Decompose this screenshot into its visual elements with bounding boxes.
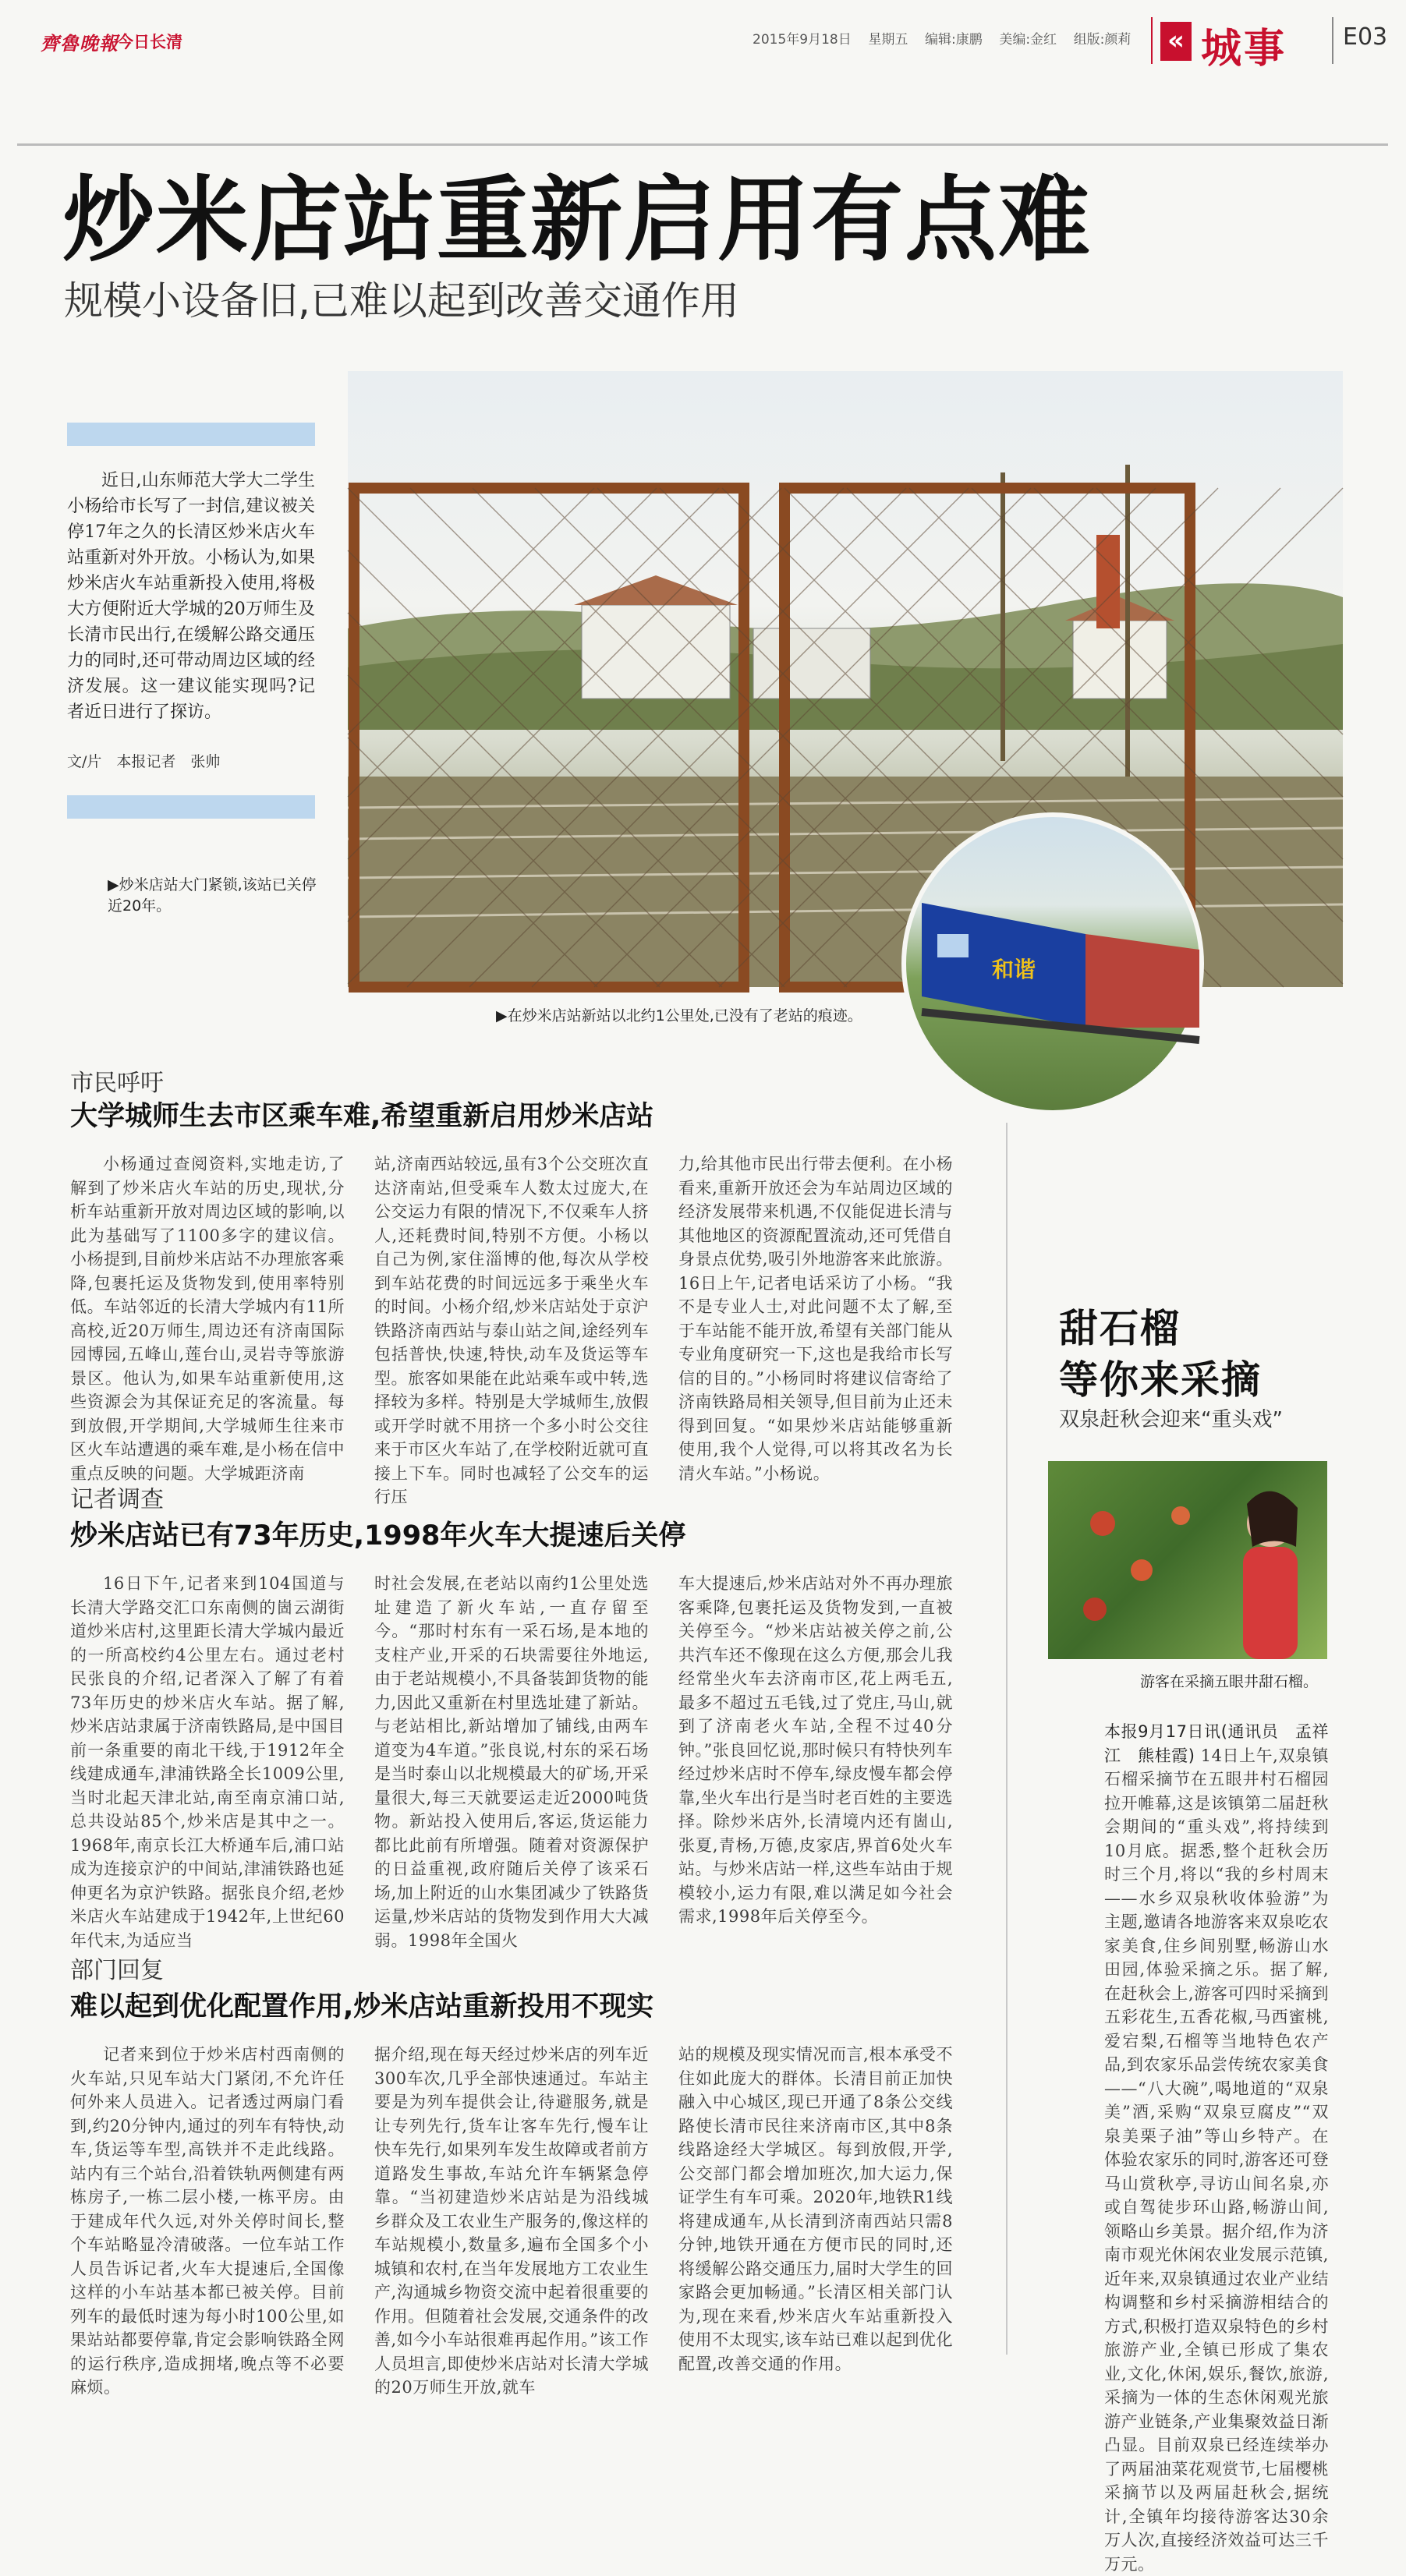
section-1-col-3: 力,给其他市民出行带去便利。在小杨看来,重新开放还会为车站周边区域的经济发展带来机遇,不仅能促进长清与其他地区的资源配置流动,还可凭借自身景点优势,吸引外地游客来此旅游。16日上午,记者电话采访了小杨。“我不是专业人士,对此问题不太了解,至于车站能不能开放,希望有关部门能从专业角度研究一下,这也是我给市长写信的目的。”小杨同时将建议信寄给了济南铁路局相关领导,但目前为止还未得到回复。“如果炒米店站能够重新使用,我个人觉得,可以将其改名为长清火车站。”小杨说。 (678, 1155, 953, 1483)
section-title-reply: 难以起到优化配置作用,炒米店站重新投用不现实 (70, 1991, 654, 2022)
section-label-investigation: 记者调查 (70, 1486, 164, 1513)
sidebar-article (1104, 1720, 1329, 2574)
section-label-reply: 部门回复 (70, 1957, 164, 1984)
section-1-col-1: 小杨通过查阅资料,实地走访,了解到了炒米店火车站的历史,现状,分析车站重新开放对周边区域的影响,以此为基础写了1100多字的建议信。小杨提到,目前炒米店站不办理旅客乘降,包裹托运及货物发到,使用率特别低。车站邻近的长清大学城内有11所高校,近20万师生,周边还有济南国际园博园,五峰山,莲台山,灵岩寺等旅游景区。他认为,如果车站重新使用,这些资源会为其保证充足的客流量。每到放假,开学期间,大学城师生往来市区火车站遭遇的乘车难,是小杨在信中重点反映的问题。大学城距济南 (70, 1155, 345, 1483)
section-3-col-3: 站的规模及现实情况而言,根本承受不住如此庞大的群体。长清目前正加快融入中心城区,现已开通了8条公交线路使长清市民往来济南市区,其中8条线路途经大学城区。每到放假,开学,公交部门都会增加班次,加大运力,保证学生有车可乘。2020年,地铁R1线将建成通车,从长清到济南西站只需8分钟,地铁开通在方便市民的同时,还将缓解公路交通压力,届时大学生的回家路会更加畅通。”长清区相关部门认为,现在来看,炒米店火车站重新投入使用不太现实,该车站已难以起到优化配置,改善交通的作用。 (678, 2045, 953, 2373)
section-2-col-2: 时社会发展,在老站以南约1公里处选址建造了新火车站,一直存留至今。“那时村东有一采石场,是本地的支柱产业,开采的石块需要往外地运,由于老站规模小,不具备装卸货物的能力,因此又重新在村里选址建了新站。与老站相比,新站增加了铺线,由两车道变为4车道。”张良说,村东的采石场是当时泰山以北规模最大的矿场,开采量很大,每三天就要运走近2000吨货物。新站投入使用后,客运,货运能力都比此前有所增强。随着对资源保护的日益重视,政府随后关停了该采石场,加上附近的山水集团减少了铁路货运量,炒米店站的货物发到作用大大减弱。1998年全国火 (374, 1574, 649, 1950)
train-inset-photo (901, 812, 1204, 1115)
channel-title: 城事 (1201, 26, 1287, 73)
masthead (0, 0, 1406, 78)
masthead-divider-left (1151, 17, 1153, 64)
caption-arrow-icon: ▶ (108, 876, 119, 893)
sidebar-divider (1006, 1123, 1008, 2355)
pomegranate-photo-caption: 游客在采摘五眼井甜石榴。 (1140, 1673, 1319, 1690)
train-caption-text: 在炒米店站新站以北约1公里处,已没有了老站的痕迹。 (507, 1007, 862, 1024)
section-label-appeal: 市民呼吁 (70, 1070, 164, 1097)
lead-bar-bottom (67, 795, 315, 819)
masthead-info (753, 28, 1131, 48)
train-sign: 和谐 (992, 957, 1036, 982)
section-2-col-3: 车大提速后,炒米店站对外不再办理旅客乘降,包裹托运及货物发到,一直被关停至今。“炒米店站被关停之前,公共汽车还不像现在这么方便,那会儿我经常坐火车去济南市区,花上两毛五,最多不超过五毛钱,过了党庄,马山,就到了济南老火车站,全程不过40分钟。”张良回忆说,那时候只有特快列车经过炒米店时不停车,绿皮慢车都会停靠,坐火车出行是当时老百姓的主要选择。除炒米店外,长清境内还有崮山,张夏,青杨,万德,皮家店,界首6处火车站。与炒米店站一样,这些车站由于规模较小,运力有限,难以满足如今社会需求,1998年后关停至今。 (678, 1574, 953, 1926)
train-illustration (906, 817, 1199, 1110)
lead-text: 近日,山东师范大学大二学生小杨给市长写了一封信,建议被关停17年之久的长清区炒米店火车站重新对外开放。小杨认为,如果炒米店火车站重新投入使用,将极大方便附近大学城的20万师生及长清市民出行,在缓解公路交通压力的同时,还可带动周边区域的经济发展。这一建议能实现吗?记者近日进行了探访。 (67, 471, 315, 722)
sidebar-title-line2: 等你来采摘 (1059, 1357, 1262, 1403)
issue-weekday: 星期五 (868, 32, 908, 48)
editor-credit: 编辑:康鹏 (924, 32, 983, 48)
masthead-logo: 齊魯晚報 (41, 32, 119, 55)
section-2-col-1: 16日下午,记者来到104国道与长清大学路交汇口东南侧的崮云湖街道炒米店村,这里距长清大学城内最近的一所高校约4公里左右。通过老村民张良的介绍,记者深入了解了有着73年历史的炒米店火车站。据了解,炒米店站隶属于济南铁路局,是中国目前一条重要的南北干线,于1912年全线建成通车,津浦铁路全长1009公里,当时北起天津北站,南至南京浦口站,总共设站85个,炒米店是其中之一。1968年,南京长江大桥通车后,浦口站成为连接京沪的中间站,津浦铁路也延伸更名为京沪铁路。据张良介绍,老炒米店火车站建成于1942年,上世纪60年代末,为适应当 (70, 1574, 345, 1950)
art-editor-credit: 美编:金红 (999, 32, 1057, 48)
masthead-rule (17, 143, 1388, 146)
section-1-col-2: 站,济南西站较远,虽有3个公交班次直达济南站,但受乘车人数太过庞大,在公交运力有限的情况下,不仅乘车人挤人,还耗费时间,特别不方便。小杨以自己为例,家住淄博的他,每次从学校到车站花费的时间远远多于乘坐火车的时间。小杨介绍,炒米店站处于京沪铁路济南西站与泰山站之间,途经列车包括普快,快速,特快,动车及货运等车型。旅客如果能在此站乘车或中转,选择较为多样。特别是大学城师生,放假或开学时就不用挤一个多小时公交往来于市区火车站了,在学校附近就可直接上下车。同时也减轻了公交车的运行压 (374, 1155, 649, 1506)
section-title-appeal: 大学城师生去市区乘车难,希望重新启用炒米店站 (70, 1101, 654, 1132)
pomegranate-photo (1048, 1461, 1327, 1659)
section-title-investigation: 炒米店站已有73年历史,1998年火车大提速后关停 (70, 1520, 686, 1552)
page-number: E03 (1343, 23, 1388, 51)
lead-byline: 文/片 本报记者 张帅 (67, 753, 221, 770)
caption-arrow-icon: ▶ (496, 1007, 508, 1024)
gate-caption-text: 炒米店站大门紧锁,该站已关停近20年。 (108, 876, 317, 915)
gate-photo-caption (108, 875, 326, 917)
section-3-col-1: 记者来到位于炒米店村西南侧的火车站,只见车站大门紧闭,不允许任何外来人员进入。记者透过两扇门看到,约20分钟内,通过的列车有特快,动车,货运等车型,高铁并不走此线路。站内有三个站台,沿着铁轨两侧建有两栋房子,一栋二层小楼,一栋平房。由于建成年代久远,对外关停时间长,整个车站略显冷清破落。一位车站工作人员告诉记者,火车大提速后,全国像这样的小车站基本都已被关停。目前列车的最低时速为每小时100公里,如果站站都要停靠,肯定会影响铁路全网的运行秩序,造成拥堵,晚点等不必要麻烦。 (70, 2045, 345, 2397)
chevron-left-icon: « (1160, 22, 1192, 61)
sidebar-body: 14日上午,双泉镇石榴采摘节在五眼井村石榴园拉开帷幕,这是该镇第二届赶秋会期间的“重头戏”,将持续到10月底。据悉,整个赶秋会历时三个月,将以“我的乡村周末——水乡双泉秋收体验游”为主题,邀请各地游客来双泉吃农家美食,住乡间别墅,畅游山水田园,体验采摘之乐。据了解,在赶秋会上,游客可四时采摘到五彩花生,五香花椒,马西蜜桃,爱宕梨,石榴等当地特色农产品,到农家乐品尝传统农家美食——“八大碗”,喝地道的“双泉美”酒,采购“双泉豆腐皮”“双泉美栗子油”等山乡特产。在体验农家乐的同时,游客还可登马山赏秋亭,寻访山间名泉,亦或自驾徒步环山路,畅游山间,领略山乡美景。据介绍,作为济南市观光休闲农业发展示范镇,近年来,双泉镇通过农业产业结构调整和乡村采摘游相结合的方式,积极打造双泉特色的乡村旅游产业,全镇已形成了集农业,文化,休闲,娱乐,餐饮,旅游,采摘为一体的生态休闲观光旅游产业链条,产业集聚效益日渐凸显。目前双泉已经连续举办了两届油菜花观赏节,七届樱桃采摘节以及两届赶秋会,据统计,全镇年均接待游客达30余万人次,直接经济效益可达三千万元。 (1104, 1746, 1329, 2574)
masthead-section: 今日长清 (117, 33, 182, 51)
pomegranate-illustration (1048, 1461, 1327, 1659)
sidebar-title-line1: 甜石榴 (1059, 1306, 1181, 1351)
issue-date: 2015年9月18日 (753, 32, 852, 48)
masthead-divider-right (1332, 17, 1333, 64)
layout-credit: 组版:颜莉 (1073, 32, 1132, 48)
lead-bar-top (67, 423, 315, 446)
sidebar-dateline: 本报9月17日讯(通讯员 孟祥江 熊桂霞) (1104, 1722, 1329, 1765)
page-subtitle: 规模小设备旧,已难以起到改善交通作用 (64, 278, 739, 324)
train-photo-caption (496, 1006, 964, 1027)
page-title: 炒米店站重新启用有点难 (62, 166, 1093, 274)
section-3-col-2: 据介绍,现在每天经过炒米店的列车近300车次,几乎全部快速通过。车站主要是为列车提供会让,待避服务,就是让专列先行,货车让客车先行,慢车让快车先行,如果列车发生故障或者前方道路发生事故,车站允许车辆紧急停靠。“当初建造炒米店站是为沿线城乡群众及工农业生产服务的,像这样的车站规模小,数量多,遍布全国多个小城镇和农村,在当年发展地方工农业生产,沟通城乡物资交流中起着很重要的作用。但随着社会发展,交通条件的改善,如今小车站很难再起作用。”该工作人员坦言,即使炒米店站对长清大学城的20万师生开放,就车 (374, 2045, 649, 2397)
sidebar-subtitle: 双泉赶秋会迎来“重头戏” (1059, 1408, 1283, 1431)
